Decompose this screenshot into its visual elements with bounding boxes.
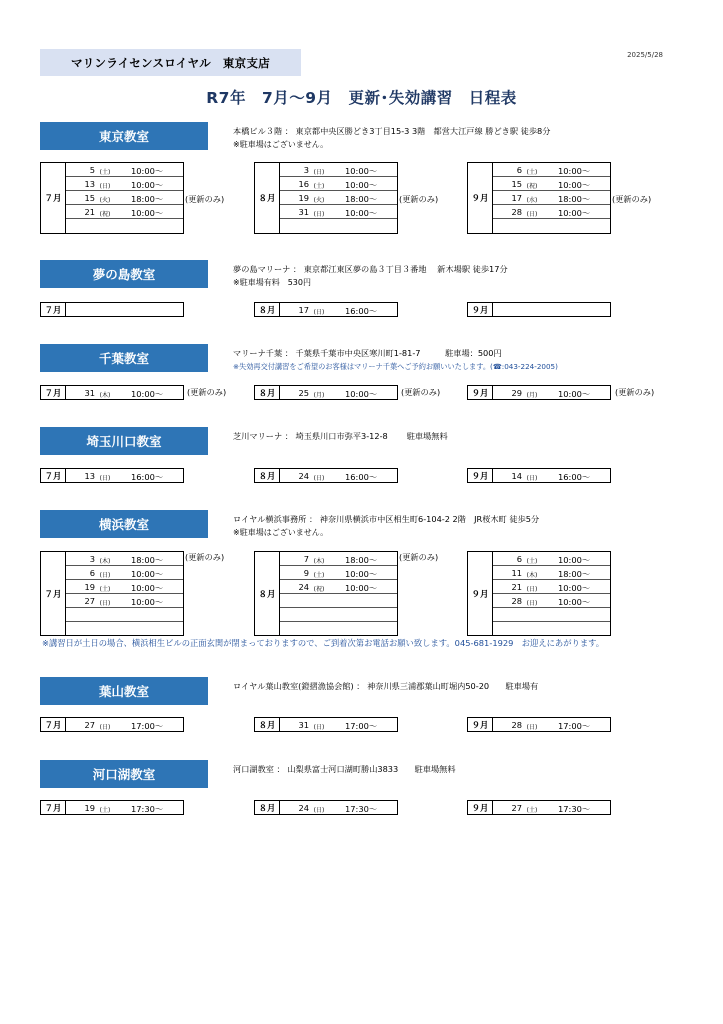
section-hayama bbox=[0, 677, 723, 737]
time: 16:00～ bbox=[558, 472, 591, 482]
month-label: ９月 bbox=[468, 163, 493, 233]
schedule-august bbox=[254, 800, 398, 815]
schedule-row bbox=[493, 552, 610, 566]
weekday: (土) bbox=[526, 169, 538, 176]
weekday: (日) bbox=[313, 475, 325, 482]
weekday: (日) bbox=[526, 600, 538, 607]
schedule-august bbox=[254, 717, 398, 732]
schedule-july bbox=[40, 162, 184, 234]
classroom-note: ※駐車場はございません。 bbox=[233, 140, 329, 149]
schedule-row bbox=[280, 566, 397, 580]
weekday: (日) bbox=[313, 211, 325, 218]
weekday: (土) bbox=[526, 807, 538, 814]
time: 10:00～ bbox=[558, 555, 591, 565]
weekday: (月) bbox=[313, 392, 325, 399]
weekday: (日) bbox=[526, 586, 538, 593]
schedule-september bbox=[467, 551, 611, 636]
day: 31 bbox=[298, 720, 309, 730]
month-label: ８月 bbox=[255, 801, 280, 814]
weekday: (火) bbox=[313, 197, 325, 204]
weekday: (水) bbox=[526, 197, 538, 204]
schedule-row bbox=[66, 219, 183, 233]
section-yumenoshima bbox=[0, 260, 723, 320]
day: 19 bbox=[84, 803, 95, 813]
month-label: ７月 bbox=[41, 469, 66, 482]
month-label: ９月 bbox=[468, 303, 493, 316]
weekday: (土) bbox=[526, 558, 538, 565]
day: 15 bbox=[511, 179, 522, 189]
classroom-note: ※失効再交付講習をご希望のお客様はマリーナ千葉へご予約お願いいたします。(☎:043-224-2005) bbox=[233, 362, 558, 371]
schedule-august bbox=[254, 385, 398, 400]
weekday: (日) bbox=[313, 309, 325, 316]
time: 17:00～ bbox=[345, 721, 378, 731]
schedule-row bbox=[66, 580, 183, 594]
classroom-info bbox=[233, 124, 550, 152]
classroom-info bbox=[233, 346, 558, 374]
time: 18:00～ bbox=[131, 194, 164, 204]
schedule-row bbox=[66, 608, 183, 622]
month-label: ７月 bbox=[41, 163, 66, 233]
time: 16:00～ bbox=[345, 306, 378, 316]
day: 11 bbox=[511, 568, 522, 578]
time: 10:00～ bbox=[345, 180, 378, 190]
schedule-row bbox=[280, 552, 397, 566]
classroom-address: 本橋ビル３階 ： 東京都中央区勝どき3丁目15-3 3階 都営大江戸線 勝どき駅 徒歩8分 bbox=[233, 126, 551, 136]
weekday: (土) bbox=[313, 572, 325, 579]
schedule-row bbox=[493, 191, 610, 205]
schedule-july bbox=[40, 717, 184, 732]
classroom-badge: 埼玉川口教室 bbox=[40, 427, 208, 455]
schedule-row bbox=[66, 594, 183, 608]
time: 10:00～ bbox=[345, 583, 378, 593]
schedule-row bbox=[280, 191, 397, 205]
classroom-address: 夢の島マリーナ ： 東京都江東区夢の島３丁目３番地 新木場駅 徒歩17分 bbox=[233, 264, 508, 274]
schedule-august bbox=[254, 551, 398, 636]
day: 7 bbox=[303, 554, 309, 564]
day: 24 bbox=[298, 803, 309, 813]
day: 31 bbox=[84, 388, 95, 398]
classroom-address: 河口湖教室 ： 山梨県富士河口湖町勝山3833 駐車場無料 bbox=[233, 764, 456, 774]
time: 10:00～ bbox=[131, 208, 164, 218]
day: 19 bbox=[84, 582, 95, 592]
day: 16 bbox=[298, 179, 309, 189]
schedule-row bbox=[66, 622, 183, 636]
classroom-info bbox=[233, 512, 539, 540]
schedule-row bbox=[280, 580, 397, 594]
time: 18:00～ bbox=[345, 194, 378, 204]
weekday: (日) bbox=[526, 724, 538, 731]
update-only-note: (更新のみ) bbox=[401, 387, 441, 397]
schedule-july bbox=[40, 551, 184, 636]
schedule-row bbox=[493, 580, 610, 594]
month-label: ８月 bbox=[255, 552, 280, 635]
day: 6 bbox=[516, 165, 522, 175]
schedule-row bbox=[280, 608, 397, 622]
time: 10:00～ bbox=[131, 597, 164, 607]
schedule-row bbox=[66, 191, 183, 205]
month-label: ７月 bbox=[41, 718, 66, 731]
weekday: (日) bbox=[99, 600, 111, 607]
schedule-row bbox=[493, 177, 610, 191]
day: 14 bbox=[511, 471, 522, 481]
weekday: (祝) bbox=[313, 586, 325, 593]
classroom-note: ※駐車場有料 530円 bbox=[233, 278, 311, 287]
weekday: (日) bbox=[99, 475, 111, 482]
time: 10:00～ bbox=[345, 166, 378, 176]
schedule-row bbox=[280, 219, 397, 233]
schedule-september bbox=[467, 302, 611, 317]
classroom-badge: 葉山教室 bbox=[40, 677, 208, 705]
weekday: (日) bbox=[313, 169, 325, 176]
time: 16:00～ bbox=[345, 472, 378, 482]
update-only-note: (更新のみ) bbox=[615, 387, 655, 397]
month-label: ７月 bbox=[41, 386, 66, 399]
day: 13 bbox=[84, 179, 95, 189]
schedule-row bbox=[280, 163, 397, 177]
schedule-september bbox=[467, 385, 611, 400]
classroom-badge: 千葉教室 bbox=[40, 344, 208, 372]
day: 27 bbox=[84, 596, 95, 606]
weekday: (日) bbox=[99, 724, 111, 731]
month-label: ７月 bbox=[41, 552, 66, 635]
weekday: (土) bbox=[99, 169, 111, 176]
schedule-row bbox=[493, 594, 610, 608]
day: 27 bbox=[511, 803, 522, 813]
schedule-row bbox=[66, 552, 183, 566]
update-only-note: (更新のみ) bbox=[612, 194, 652, 204]
schedule-august bbox=[254, 302, 398, 317]
schedule-july bbox=[40, 302, 184, 317]
weekday: (木) bbox=[99, 392, 111, 399]
weekday: (日) bbox=[99, 183, 111, 190]
schedule-row bbox=[66, 177, 183, 191]
time: 17:30～ bbox=[345, 804, 378, 814]
classroom-info bbox=[233, 762, 456, 776]
schedule-july bbox=[40, 800, 184, 815]
time: 18:00～ bbox=[558, 569, 591, 579]
time: 16:00～ bbox=[131, 472, 164, 482]
time: 10:00～ bbox=[558, 180, 591, 190]
weekday: (土) bbox=[99, 586, 111, 593]
schedule-august bbox=[254, 162, 398, 234]
classroom-badge: 横浜教室 bbox=[40, 510, 208, 538]
day: 6 bbox=[516, 554, 522, 564]
yokohama-footnote: ※講習日が土日の場合、横浜相生ビルの正面玄関が閉まっておりますので、ご到着次第お電話お願い致します。045-681-1929 お迎えにあがります。 bbox=[42, 638, 605, 648]
schedule-september bbox=[467, 468, 611, 483]
day: 25 bbox=[298, 388, 309, 398]
update-only-note: (更新のみ) bbox=[185, 552, 225, 562]
classroom-address: ロイヤル葉山教室(鐙摺漁協会館) ： 神奈川県三浦郡葉山町堀内50-20 駐車場有 bbox=[233, 681, 539, 691]
section-tokyo bbox=[0, 122, 723, 237]
schedule-row bbox=[493, 205, 610, 219]
classroom-badge: 夢の島教室 bbox=[40, 260, 208, 288]
weekday: (木) bbox=[313, 558, 325, 565]
day: 17 bbox=[511, 193, 522, 203]
weekday: (土) bbox=[99, 807, 111, 814]
schedule-row bbox=[493, 566, 610, 580]
day: 29 bbox=[511, 388, 522, 398]
time: 10:00～ bbox=[131, 569, 164, 579]
classroom-badge: 東京教室 bbox=[40, 122, 208, 150]
time: 18:00～ bbox=[345, 555, 378, 565]
classroom-info bbox=[233, 679, 538, 693]
month-label: ８月 bbox=[255, 718, 280, 731]
company-name: マリンライセンスロイヤル 東京支店 bbox=[40, 49, 301, 76]
day: 5 bbox=[89, 165, 95, 175]
day: 9 bbox=[303, 568, 309, 578]
time: 17:30～ bbox=[131, 804, 164, 814]
time: 10:00～ bbox=[558, 389, 591, 399]
day: 28 bbox=[511, 596, 522, 606]
time: 10:00～ bbox=[345, 208, 378, 218]
day: 3 bbox=[89, 554, 95, 564]
day: 28 bbox=[511, 720, 522, 730]
update-only-note: (更新のみ) bbox=[185, 194, 225, 204]
classroom-note: ※駐車場はございません。 bbox=[233, 528, 329, 537]
update-only-note: (更新のみ) bbox=[399, 194, 439, 204]
weekday: (祝) bbox=[526, 183, 538, 190]
month-label: ８月 bbox=[255, 303, 280, 316]
month-label: ９月 bbox=[468, 386, 493, 399]
section-chiba bbox=[0, 344, 723, 404]
section-kawaguchiko bbox=[0, 760, 723, 820]
time: 18:00～ bbox=[131, 555, 164, 565]
section-yokohama bbox=[0, 510, 723, 635]
month-label: ８月 bbox=[255, 386, 280, 399]
schedule-september bbox=[467, 800, 611, 815]
day: 28 bbox=[511, 207, 522, 217]
schedule-row bbox=[493, 622, 610, 636]
day: 24 bbox=[298, 471, 309, 481]
schedule-row bbox=[66, 205, 183, 219]
month-label: ８月 bbox=[255, 469, 280, 482]
month-label: ７月 bbox=[41, 303, 66, 316]
day: 13 bbox=[84, 471, 95, 481]
weekday: (木) bbox=[99, 558, 111, 565]
schedule-row bbox=[280, 594, 397, 608]
month-label: ７月 bbox=[41, 801, 66, 814]
time: 10:00～ bbox=[131, 389, 164, 399]
time: 10:00～ bbox=[345, 389, 378, 399]
time: 10:00～ bbox=[558, 166, 591, 176]
classroom-info bbox=[233, 262, 508, 290]
issue-date: 2025/5/28 bbox=[627, 51, 663, 59]
schedule-september bbox=[467, 162, 611, 234]
weekday: (土) bbox=[313, 183, 325, 190]
time: 10:00～ bbox=[558, 583, 591, 593]
time: 17:30～ bbox=[558, 804, 591, 814]
schedule-september bbox=[467, 717, 611, 732]
day: 21 bbox=[84, 207, 95, 217]
classroom-address: ロイヤル横浜事務所 ： 神奈川県横浜市中区相生町6-104-2 2階 JR桜木町 徒歩5分 bbox=[233, 514, 540, 524]
schedule-row bbox=[280, 177, 397, 191]
weekday: (月) bbox=[526, 392, 538, 399]
schedule-row bbox=[66, 163, 183, 177]
schedule-row bbox=[493, 219, 610, 233]
weekday: (日) bbox=[313, 807, 325, 814]
weekday: (日) bbox=[526, 211, 538, 218]
month-label: ９月 bbox=[468, 801, 493, 814]
time: 10:00～ bbox=[131, 180, 164, 190]
weekday: (日) bbox=[99, 572, 111, 579]
day: 24 bbox=[298, 582, 309, 592]
day: 3 bbox=[303, 165, 309, 175]
weekday: (火) bbox=[99, 197, 111, 204]
month-label: ９月 bbox=[468, 469, 493, 482]
classroom-address: 芝川マリーナ ： 埼玉県川口市弥平3-12-8 駐車場無料 bbox=[233, 431, 448, 441]
schedule-july bbox=[40, 385, 184, 400]
day: 27 bbox=[84, 720, 95, 730]
schedule-row bbox=[280, 622, 397, 636]
classroom-badge: 河口湖教室 bbox=[40, 760, 208, 788]
time: 17:00～ bbox=[131, 721, 164, 731]
time: 10:00～ bbox=[345, 569, 378, 579]
day: 31 bbox=[298, 207, 309, 217]
page-title: R7年 7月～9月 更新･失効講習 日程表 bbox=[206, 89, 517, 107]
section-saitama bbox=[0, 427, 723, 487]
schedule-july bbox=[40, 468, 184, 483]
day: 6 bbox=[89, 568, 95, 578]
weekday: (木) bbox=[526, 572, 538, 579]
weekday: (日) bbox=[313, 724, 325, 731]
day: 19 bbox=[298, 193, 309, 203]
time: 10:00～ bbox=[558, 208, 591, 218]
schedule-row bbox=[280, 205, 397, 219]
schedule-row bbox=[66, 566, 183, 580]
weekday: (日) bbox=[526, 475, 538, 482]
day: 15 bbox=[84, 193, 95, 203]
classroom-info bbox=[233, 429, 448, 443]
month-label: ８月 bbox=[255, 163, 280, 233]
schedule-row bbox=[493, 608, 610, 622]
time: 10:00～ bbox=[558, 597, 591, 607]
month-label: ９月 bbox=[468, 718, 493, 731]
classroom-address: マリーナ千葉 ： 千葉県千葉市中央区寒川町1-81-7 駐車場：500円 bbox=[233, 348, 502, 358]
schedule-row bbox=[493, 163, 610, 177]
weekday: (祝) bbox=[99, 211, 111, 218]
day: 21 bbox=[511, 582, 522, 592]
month-label: ９月 bbox=[468, 552, 493, 635]
time: 17:00～ bbox=[558, 721, 591, 731]
update-only-note: (更新のみ) bbox=[187, 387, 227, 397]
schedule-august bbox=[254, 468, 398, 483]
time: 18:00～ bbox=[558, 194, 591, 204]
day: 17 bbox=[298, 305, 309, 315]
time: 10:00～ bbox=[131, 583, 164, 593]
update-only-note: (更新のみ) bbox=[399, 552, 439, 562]
time: 10:00～ bbox=[131, 166, 164, 176]
